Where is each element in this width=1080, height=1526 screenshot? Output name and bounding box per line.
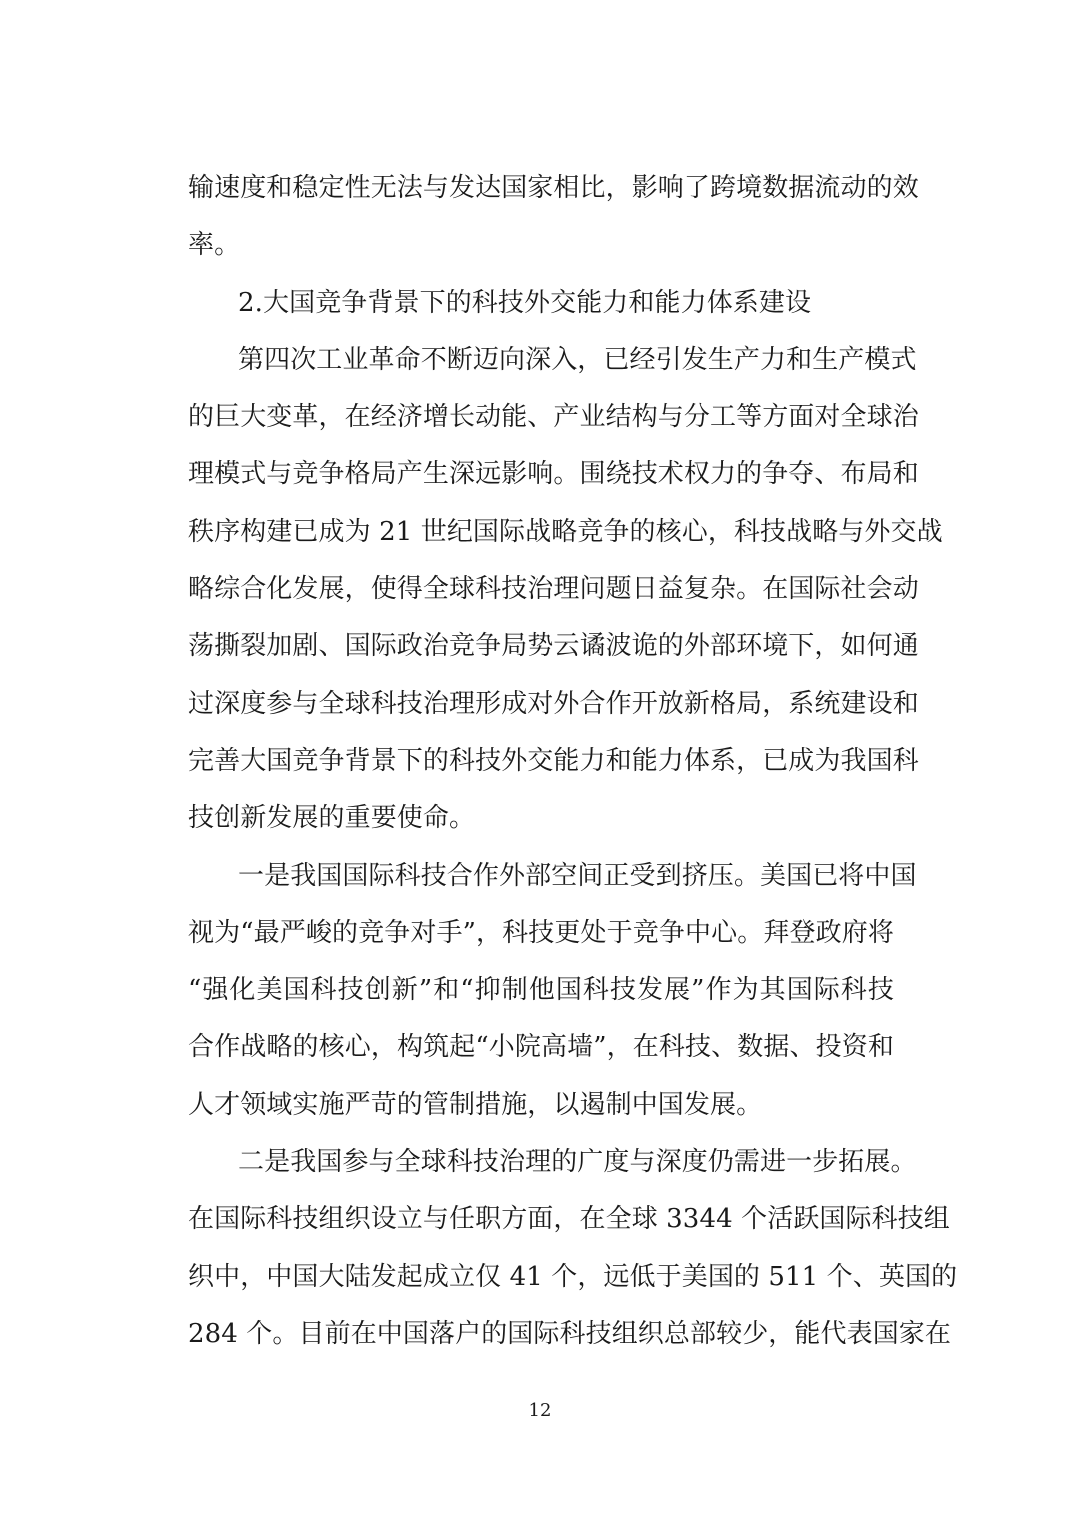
text-line: 略综合化发展，使得全球科技治理问题日益复杂。在国际社会动 bbox=[188, 574, 919, 605]
body-text bbox=[188, 160, 958, 1363]
text-line: 技创新发展的重要使命。 bbox=[188, 803, 476, 834]
text-line: 过深度参与全球科技治理形成对外合作开放新格局，系统建设和 bbox=[188, 688, 919, 719]
text-line: 284 个。目前在中国落户的国际科技组织总部较少，能代表国家在 bbox=[188, 1318, 951, 1349]
text-line: 完善大国竞争背景下的科技外交能力和能力体系，已成为我国科 bbox=[188, 745, 919, 776]
text-line: 第四次工业革命不断迈向深入，已经引发生产力和生产模式 bbox=[238, 344, 917, 375]
text-line: 理模式与竞争格局产生深远影响。围绕技术权力的争夺、布局和 bbox=[188, 459, 919, 490]
text-line: 视为“最严峻的竞争对手”，科技更处于竞争中心。拜登政府将 bbox=[188, 917, 894, 948]
text-line: 率。 bbox=[188, 230, 241, 261]
text-line: 一是我国国际科技合作外部空间正受到挤压。美国已将中国 bbox=[238, 860, 917, 891]
text-line: 秩序构建已成为 21 世纪国际战略竞争的核心，科技战略与外交战 bbox=[188, 516, 943, 547]
text-line: 的巨大变革，在经济增长动能、产业结构与分工等方面对全球治 bbox=[188, 402, 919, 433]
text-line: 输速度和稳定性无法与发达国家相比，影响了跨境数据流动的效 bbox=[188, 173, 919, 203]
text-line: 合作战略的核心，构筑起“小院高墙”，在科技、数据、投资和 bbox=[188, 1032, 894, 1063]
section-heading: 2.大国竞争背景下的科技外交能力和能力体系建设 bbox=[238, 287, 812, 318]
text-line: 在国际科技组织设立与任职方面，在全球 3344 个活跃国际科技组 bbox=[188, 1204, 950, 1235]
text-line: 荡撕裂加剧、国际政治竞争局势云谲波诡的外部环境下，如何通 bbox=[188, 631, 919, 662]
text-line: 人才领域实施严苛的管制措施，以遏制中国发展。 bbox=[188, 1089, 763, 1120]
text-line: 二是我国参与全球科技治理的广度与深度仍需进一步拓展。 bbox=[238, 1147, 917, 1178]
text-line: “强化美国科技创新”和“抑制他国科技发展”作为其国际科技 bbox=[188, 975, 894, 1006]
text-line: 织中，中国大陆发起成立仅 41 个，远低于美国的 511 个、英国的 bbox=[188, 1261, 958, 1292]
page-number: 12 bbox=[528, 1400, 552, 1421]
